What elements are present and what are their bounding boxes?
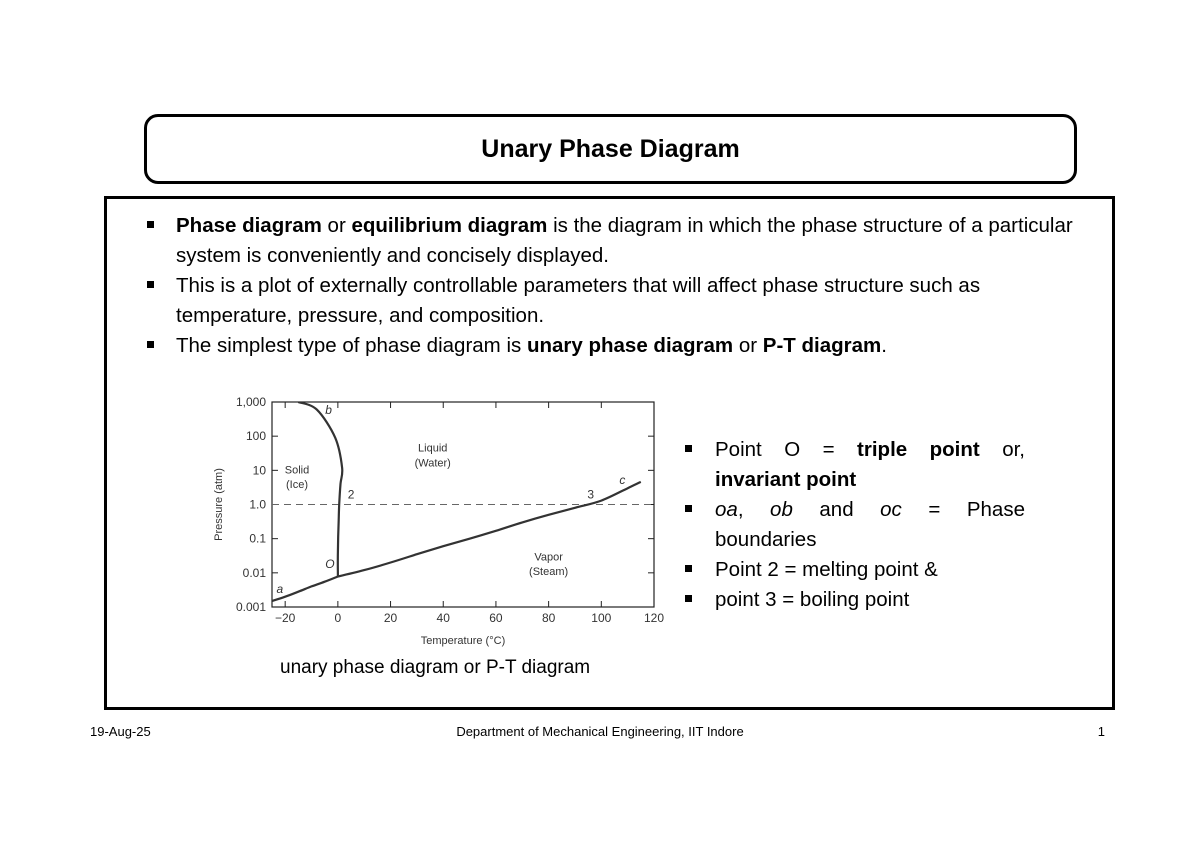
region-label: (Ice) [286, 479, 309, 492]
slide-title: Unary Phase Diagram [481, 134, 740, 163]
phase-boundary-line [338, 482, 641, 577]
point-label: 3 [587, 487, 595, 502]
y-tick-label: 0.001 [235, 600, 266, 614]
y-tick-label: 0.01 [242, 565, 266, 580]
x-tick-label: −20 [274, 611, 296, 625]
y-tick-label: 0.1 [249, 531, 266, 546]
footer-date: 19-Aug-25 [90, 724, 151, 739]
bullet-item [147, 211, 1087, 271]
text-run: unary phase diagram [526, 334, 734, 357]
region-label: (Water) [414, 457, 451, 470]
text-run: . [881, 334, 887, 357]
text-run: Point O = [715, 438, 858, 461]
y-tick-label: 10 [252, 463, 266, 478]
text-run: point 3 = boiling point [715, 588, 910, 611]
text-run: P-T diagram [762, 334, 882, 357]
text-run: invariant point [715, 468, 857, 491]
side-bullet-item [685, 435, 1025, 495]
side-bullet-item [685, 495, 1025, 555]
text-run: and [792, 498, 881, 521]
x-tick-label: 120 [643, 611, 665, 625]
point-label: a [276, 581, 284, 596]
x-tick-label: 0 [334, 611, 342, 625]
footer-page-number: 1 [1097, 724, 1105, 739]
text-run: oa [715, 498, 738, 521]
x-tick-label: 100 [591, 611, 612, 625]
figure-caption: unary phase diagram or P-T diagram [280, 657, 591, 678]
region-label: Vapor [534, 551, 563, 564]
y-tick-label: 1.0 [249, 497, 266, 512]
text-run: is the diagram in which the phase structure of a particular system is conveniently and concisely displayed. [176, 214, 1073, 267]
text-run: Point 2 = melting point & [715, 558, 938, 581]
y-tick-label: 1,000 [235, 395, 266, 409]
bullet-item [147, 271, 1087, 331]
x-tick-label: 40 [436, 611, 450, 625]
x-tick-label: 20 [383, 611, 398, 625]
point-label: 2 [347, 487, 355, 502]
text-run: or [321, 214, 352, 237]
region-label: Liquid [418, 442, 448, 455]
title-box [144, 114, 1077, 184]
footer-department: Department of Mechanical Engineering, IIT Indore [456, 724, 744, 739]
text-run: The simplest type of phase diagram is [176, 334, 527, 357]
text-run: ob [770, 498, 793, 521]
point-label: b [325, 402, 332, 417]
text-run: oc [880, 498, 902, 521]
text-run: Phase diagram [176, 214, 322, 237]
text-run: equilibrium diagram [351, 214, 548, 237]
y-tick-label: 100 [245, 429, 266, 444]
x-axis-label: Temperature (°C) [420, 635, 506, 647]
phase-diagram-chart [208, 392, 668, 656]
text-run: triple point [857, 438, 980, 461]
text-run: = Phase boundaries [715, 498, 1025, 551]
x-tick-label: 60 [489, 611, 503, 625]
x-tick-label: 80 [541, 611, 556, 625]
point-label: O [325, 556, 335, 571]
point-label: c [619, 472, 626, 487]
region-label: (Steam) [529, 565, 569, 578]
side-bullet-item [685, 585, 1025, 615]
region-label: Solid [284, 464, 310, 477]
text-run: , [737, 498, 771, 521]
side-bullet-list [685, 435, 1025, 615]
text-run: This is a plot of externally controllable parameters that will affect phase structure such as temperature, pressure, and composition. [176, 274, 981, 327]
text-run: or, [979, 438, 1025, 461]
side-bullet-item [685, 555, 1025, 585]
text-run: or [733, 334, 763, 357]
y-axis-label: Pressure (atm) [213, 468, 225, 541]
main-bullet-list [147, 211, 1087, 361]
bullet-item [147, 331, 1087, 361]
